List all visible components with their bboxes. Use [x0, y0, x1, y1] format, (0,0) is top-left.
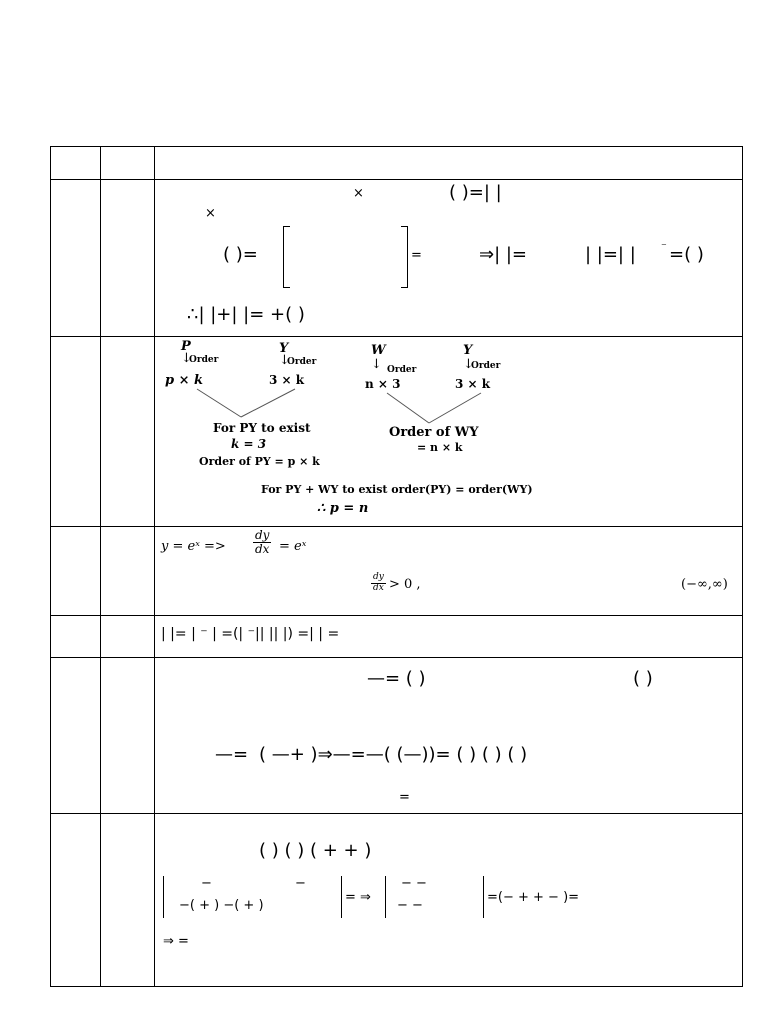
order-of-wy: Order of WY	[389, 425, 479, 440]
det-minus-2: −	[295, 876, 306, 891]
k-equals-3: k = 3	[231, 437, 267, 451]
equals: =	[411, 248, 422, 263]
implies-abs: ⇒| |=	[479, 244, 528, 265]
order-label: Order	[387, 365, 417, 375]
det-row-2: −( + ) −( + )	[179, 898, 264, 913]
p-equals-n: ∴ p = n	[317, 501, 369, 516]
solution-cell	[155, 527, 743, 616]
denominator: dx	[255, 542, 270, 557]
numerator: dy	[255, 528, 270, 542]
numerator: dy	[373, 572, 384, 582]
bottom-equals: =	[399, 790, 410, 805]
sum-condition: For PY + WY to exist order(PY) = order(WY)	[261, 483, 533, 496]
qno-cell	[51, 814, 101, 987]
down-arrow: ↓	[181, 351, 192, 366]
determinant-left-bar	[163, 876, 164, 918]
order-of-py: Order of PY = p × k	[199, 455, 320, 468]
for-py-exist: For PY to exist	[213, 421, 311, 435]
three-times-k-2: 3 × k	[455, 377, 491, 391]
qno-cell	[51, 337, 101, 527]
order-label: Order	[471, 361, 501, 371]
label-w: W	[371, 343, 386, 358]
times-symbol: ×	[353, 186, 364, 201]
det2-row-1: − −	[401, 876, 427, 891]
times-symbol-2: ×	[205, 206, 216, 221]
top-expression: —= ( )	[367, 668, 426, 689]
n-times-k: = n × k	[417, 441, 463, 454]
equals-implies: = ⇒	[345, 890, 371, 905]
order-label: Order	[287, 357, 317, 367]
derivative-fraction-small	[371, 573, 386, 594]
row-abs	[51, 616, 743, 658]
order-label: Order	[189, 355, 219, 365]
qno-cell	[51, 527, 101, 616]
down-arrow: ↓	[463, 357, 474, 372]
row-order	[51, 337, 743, 527]
abs-line: | |= | ⁻ | =(| ⁻|| || |) =| | =	[161, 626, 340, 642]
abs-expression: ( )=| |	[449, 182, 502, 203]
p-times-k: p × k	[165, 373, 204, 388]
solution-table	[50, 146, 743, 987]
final-implies: ⇒ =	[163, 934, 189, 949]
factored-expression: ( ) ( ) ( + + )	[259, 840, 372, 861]
marks-cell	[101, 616, 155, 658]
n-times-3: n × 3	[365, 377, 401, 391]
matrix-lhs: ( )=	[223, 244, 258, 265]
row-determinant	[51, 814, 743, 987]
solution-cell	[155, 337, 743, 527]
solution-cell	[155, 180, 743, 337]
header-row	[51, 147, 743, 180]
header-cell-3	[155, 147, 743, 180]
down-arrow: ↓	[371, 357, 382, 372]
order-connector-2	[385, 391, 485, 427]
solution-cell	[155, 658, 743, 814]
header-cell-2	[101, 147, 155, 180]
y-equals-ex: y = eˣ =>	[161, 539, 226, 554]
marks-cell	[101, 814, 155, 987]
equals-ex: = eˣ	[279, 539, 307, 554]
marks-cell	[101, 658, 155, 814]
denominator: dx	[373, 582, 384, 593]
mid-expression: ( —+ )⇒—=—( (—))= ( ) ( ) ( )	[259, 744, 528, 765]
label-y-2: Y	[463, 343, 473, 358]
determinant2-left-bar	[385, 876, 386, 918]
mid-lhs: —=	[215, 744, 249, 765]
abs-bars: | |=| |	[585, 244, 636, 265]
qno-cell	[51, 658, 101, 814]
label-p: P	[181, 339, 191, 354]
superscript: ⁻	[661, 240, 667, 253]
row-fraction	[51, 658, 743, 814]
expansion: =(− + + − )=	[487, 890, 580, 905]
row-derivative	[51, 527, 743, 616]
matrix-right-bracket	[401, 226, 408, 288]
row-matrix	[51, 180, 743, 337]
matrix-left-bracket	[283, 226, 290, 288]
det2-row-2: − −	[397, 898, 423, 913]
order-connector-1	[195, 387, 305, 421]
interval: (−∞,∞)	[681, 577, 728, 592]
greater-than-zero: > 0 ,	[389, 577, 421, 592]
determinant-right-bar	[341, 876, 342, 918]
top-expression-2: ( )	[633, 668, 653, 689]
solution-cell	[155, 814, 743, 987]
derivative-fraction	[253, 529, 271, 556]
header-cell-1	[51, 147, 101, 180]
det-minus-1: −	[201, 876, 212, 891]
marks-cell	[101, 527, 155, 616]
marks-cell	[101, 180, 155, 337]
marks-cell	[101, 337, 155, 527]
therefore-line: ∴| |+| |= +( )	[187, 304, 305, 325]
three-times-k: 3 × k	[269, 373, 305, 387]
matrix-rhs: =( )	[669, 244, 704, 265]
label-y: Y	[279, 341, 289, 356]
solution-cell	[155, 616, 743, 658]
qno-cell	[51, 616, 101, 658]
down-arrow: ↓	[279, 353, 290, 368]
determinant2-right-bar	[483, 876, 484, 918]
qno-cell	[51, 180, 101, 337]
